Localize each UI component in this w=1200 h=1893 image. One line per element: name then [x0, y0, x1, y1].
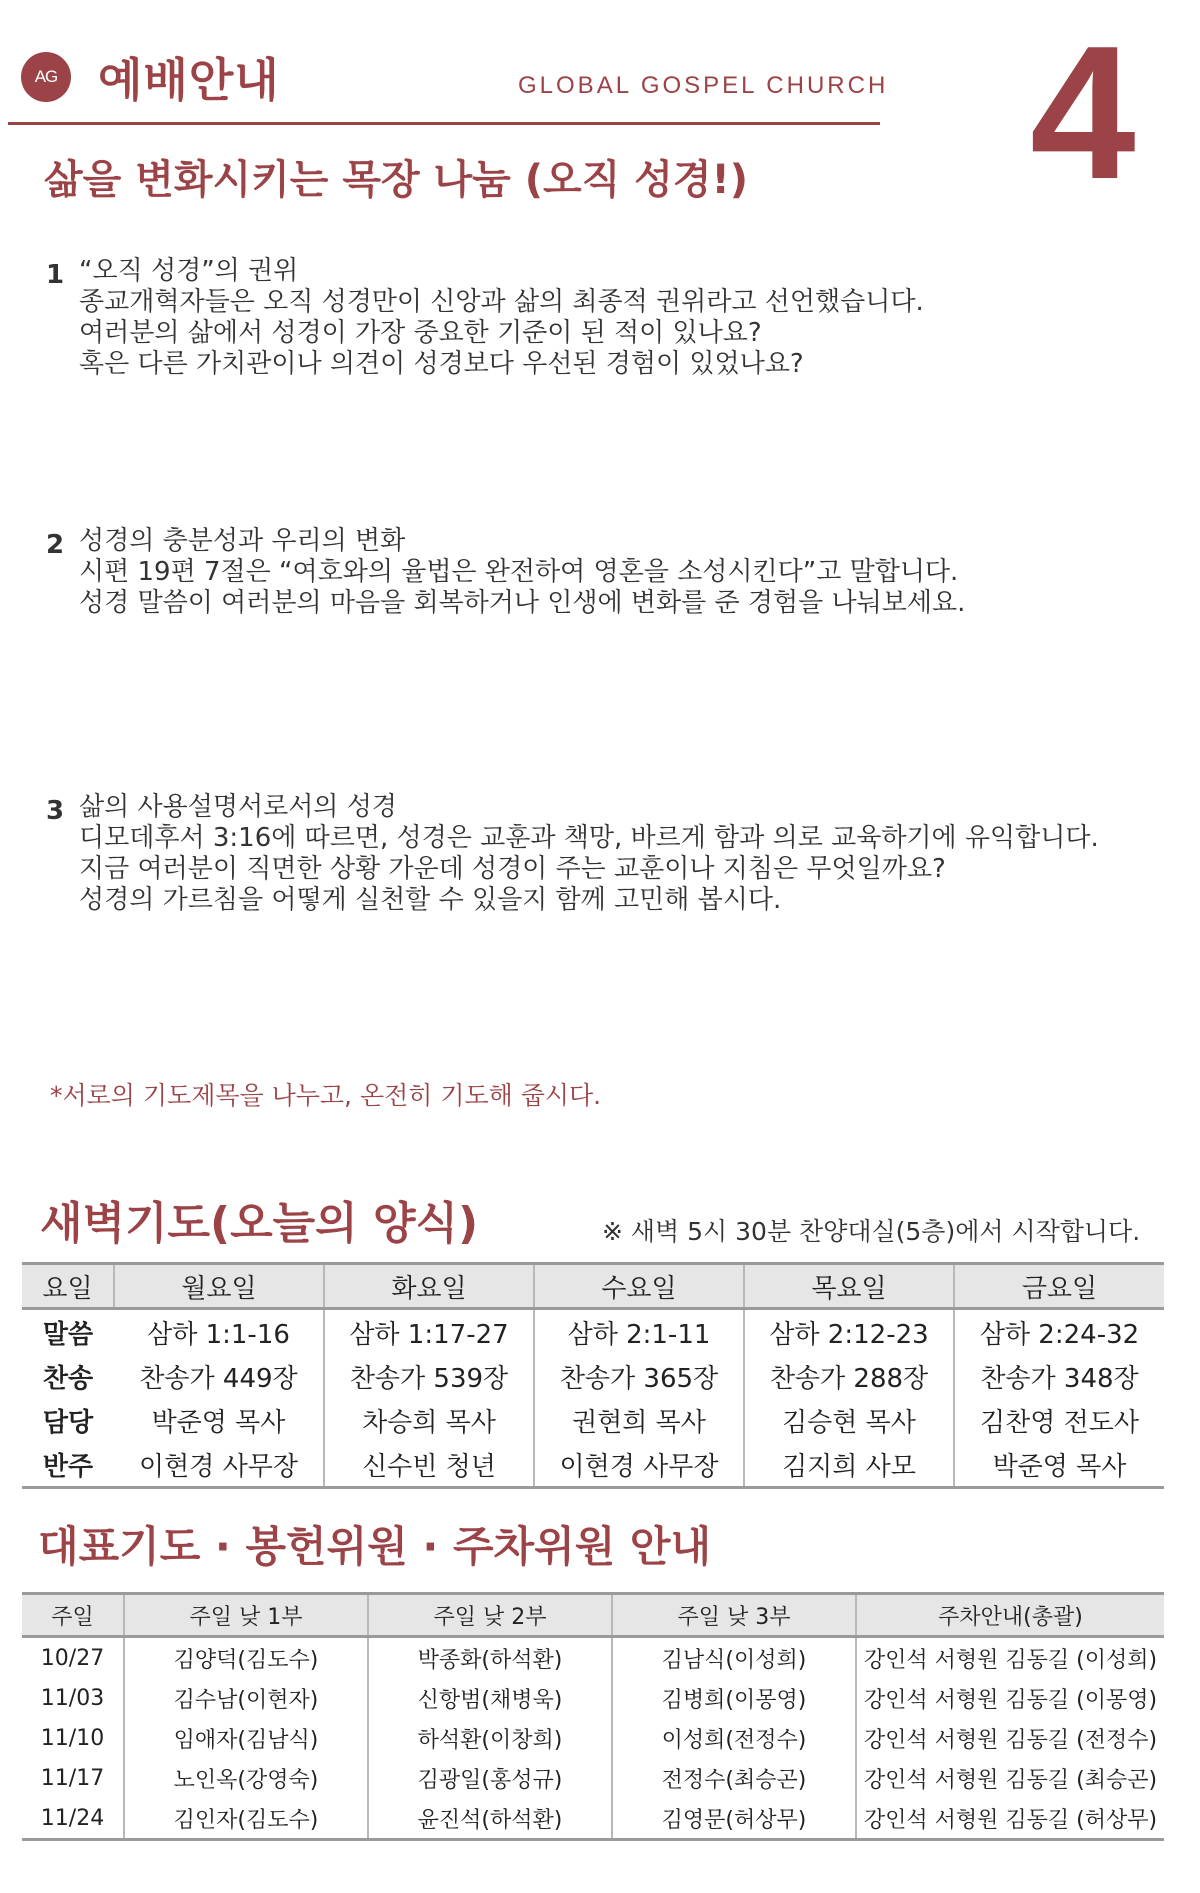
table-cell: 김병희(이몽영) — [612, 1678, 856, 1718]
table-cell: 이현경 사무장 — [114, 1442, 324, 1488]
dawn-prayer-note: ※ 새벽 5시 30분 찬양대실(5층)에서 시작합니다. — [602, 1217, 1141, 1246]
table-cell: 하석환(이창희) — [368, 1718, 612, 1758]
column-header: 요일 — [22, 1264, 114, 1309]
table-cell: 박종화(하석환) — [368, 1637, 612, 1679]
column-header: 주차안내(총괄) — [856, 1594, 1164, 1637]
table-row — [22, 1758, 1164, 1798]
table-cell: 삼하 2:1-11 — [534, 1309, 744, 1355]
discussion-question — [46, 256, 1166, 380]
question-line: 시편 19편 7절은 “여호와의 율법은 완전하여 영혼을 소성시킨다”고 말합니다. — [79, 557, 959, 587]
discussion-question — [46, 792, 1166, 916]
church-logo — [21, 52, 71, 102]
row-label: 말씀 — [42, 1319, 94, 1350]
table-cell: 전정수(최승곤) — [612, 1758, 856, 1798]
question-line: 혹은 다른 가치관이나 의견이 성경보다 우선된 경험이 있었나요? — [79, 349, 804, 379]
column-header: 월요일 — [114, 1264, 324, 1309]
prayer-note: *서로의 기도제목을 나누고, 온전히 기도해 줍시다. — [50, 1081, 602, 1110]
discussion-question — [46, 526, 1166, 619]
table-cell: 신수빈 청년 — [324, 1442, 534, 1488]
table-cell: 삼하 1:17-27 — [324, 1309, 534, 1355]
table-cell: 윤진석(하석환) — [368, 1798, 612, 1840]
question-heading: “오직 성경”의 권위 — [79, 256, 299, 286]
table-row — [22, 1309, 1164, 1355]
table-header-row — [22, 1594, 1164, 1637]
page-number: 4 — [1030, 7, 1136, 219]
question-line: 종교개혁자들은 오직 성경만이 신앙과 삶의 최종적 권위라고 선언했습니다. — [79, 287, 924, 317]
question-line: 디모데후서 3:16에 따르면, 성경은 교훈과 책망, 바르게 함과 의로 교육하기에 유익합니다. — [79, 823, 1099, 853]
representative-title: 대표기도 · 봉헌위원 · 주차위원 안내 — [38, 1522, 712, 1571]
table-cell: 김남식(이성희) — [612, 1637, 856, 1679]
table-row — [22, 1398, 1164, 1442]
table-cell: 김지희 사모 — [744, 1442, 954, 1488]
table-cell: 찬송가 365장 — [534, 1354, 744, 1398]
header-divider — [8, 122, 880, 125]
table-cell: 김수남(이현자) — [124, 1678, 368, 1718]
table-cell: 차승희 목사 — [324, 1398, 534, 1442]
question-line: 성경의 가르침을 어떻게 실천할 수 있을지 함께 고민해 봅시다. — [79, 885, 782, 915]
table-cell: 신항범(채병욱) — [368, 1678, 612, 1718]
table-cell: 이성희(전정수) — [612, 1718, 856, 1758]
table-cell: 찬송가 288장 — [744, 1354, 954, 1398]
table-cell: 박준영 목사 — [151, 1407, 286, 1438]
column-header: 주일 낮 3부 — [612, 1594, 856, 1637]
column-header: 화요일 — [324, 1264, 534, 1309]
table-cell: 강인석 서형원 김동길 (이몽영) — [856, 1678, 1164, 1718]
column-header: 수요일 — [534, 1264, 744, 1309]
table-row — [22, 1798, 1164, 1840]
date-cell: 11/03 — [40, 1685, 105, 1711]
column-header: 주일 낮 2부 — [368, 1594, 612, 1637]
question-line: 여러분의 삶에서 성경이 가장 중요한 기준이 된 적이 있나요? — [79, 318, 762, 348]
question-heading: 삶의 사용설명서로서의 성경 — [79, 792, 397, 822]
table-cell: 김찬영 전도사 — [954, 1398, 1164, 1442]
question-number: 1 — [46, 260, 65, 290]
table-row — [22, 1442, 1164, 1488]
logo-text: AG — [34, 67, 58, 86]
page-title: 예배안내 — [98, 53, 280, 107]
column-header: 주일 — [22, 1594, 124, 1637]
table-cell: 삼하 2:24-32 — [954, 1309, 1164, 1355]
column-header: 주일 낮 1부 — [124, 1594, 368, 1637]
row-label: 담당 — [42, 1407, 94, 1438]
table-cell: 김승현 목사 — [744, 1398, 954, 1442]
table-cell: 노인옥(강영숙) — [124, 1758, 368, 1798]
table-cell: 임애자(김남식) — [124, 1718, 368, 1758]
column-header: 금요일 — [954, 1264, 1164, 1309]
dawn-prayer-title: 새벽기도(오늘의 양식) — [40, 1198, 479, 1249]
table-cell: 김인자(김도수) — [124, 1798, 368, 1840]
church-name: GLOBAL GOSPEL CHURCH — [518, 72, 889, 99]
table-cell: 삼하 1:1-16 — [147, 1319, 290, 1350]
date-cell: 11/24 — [22, 1798, 124, 1840]
table-cell: 삼하 2:12-23 — [744, 1309, 954, 1355]
table-cell: 강인석 서형원 김동길 (허상무) — [856, 1798, 1164, 1840]
question-heading: 성경의 충분성과 우리의 변화 — [79, 526, 406, 556]
column-header: 목요일 — [744, 1264, 954, 1309]
table-row — [22, 1637, 1164, 1679]
representative-table — [22, 1592, 1164, 1841]
table-cell: 김영문(허상무) — [612, 1798, 856, 1840]
table-cell: 박준영 목사 — [954, 1442, 1164, 1488]
table-cell: 강인석 서형원 김동길 (이성희) — [856, 1637, 1164, 1679]
question-line: 성경 말씀이 여러분의 마음을 회복하거나 인생에 변화를 준 경험을 나눠보세요. — [79, 588, 966, 618]
table-cell: 찬송가 449장 — [139, 1363, 298, 1394]
row-label: 찬송 — [42, 1363, 94, 1394]
date-cell: 10/27 — [40, 1645, 105, 1671]
section-title: 삶을 변화시키는 목장 나눔 (오직 성경!) — [44, 157, 749, 203]
table-cell: 권현희 목사 — [534, 1398, 744, 1442]
table-cell: 찬송가 539장 — [324, 1354, 534, 1398]
table-cell: 김광일(홍성규) — [368, 1758, 612, 1798]
question-number: 3 — [46, 796, 65, 826]
table-row — [22, 1678, 1164, 1718]
table-cell: 김양덕(김도수) — [124, 1637, 368, 1679]
table-header-row — [22, 1264, 1164, 1309]
dawn-prayer-table — [22, 1262, 1164, 1489]
table-cell: 찬송가 348장 — [954, 1354, 1164, 1398]
table-row — [22, 1718, 1164, 1758]
table-row — [22, 1354, 1164, 1398]
row-label: 반주 — [22, 1442, 114, 1488]
table-cell: 강인석 서형원 김동길 (전정수) — [856, 1718, 1164, 1758]
table-cell: 이현경 사무장 — [534, 1442, 744, 1488]
question-line: 지금 여러분이 직면한 상황 가운데 성경이 주는 교훈이나 지침은 무엇일까요? — [79, 854, 946, 884]
question-number: 2 — [46, 530, 65, 560]
date-cell: 11/17 — [40, 1765, 105, 1791]
table-cell: 강인석 서형원 김동길 (최승곤) — [856, 1758, 1164, 1798]
date-cell: 11/10 — [40, 1725, 105, 1751]
